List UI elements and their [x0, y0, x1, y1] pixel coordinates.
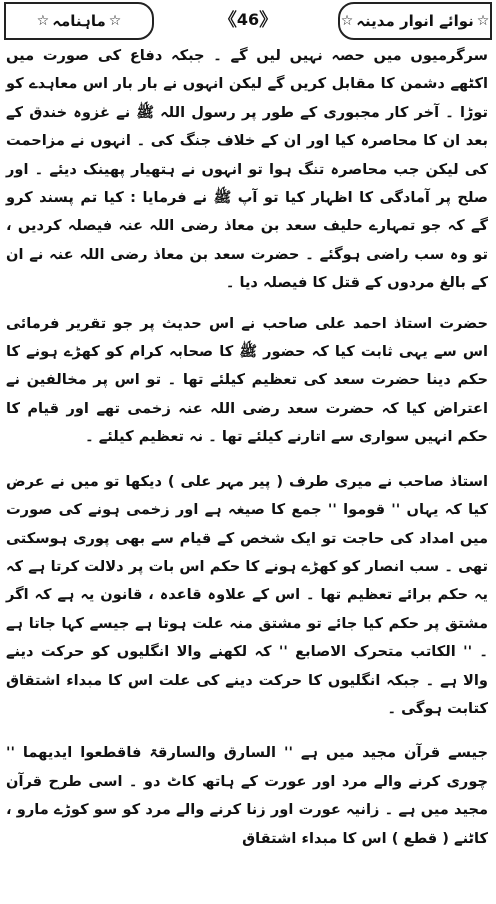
article-body — [0, 42, 496, 853]
star-icon: ☆ — [36, 13, 50, 29]
paragraph-1: سرگرمیوں میں حصہ نہیں لیں گے ۔ جبکہ دفاع کی صورت میں اکٹھے دشمن کا مقابل کریں گے لیکن انہوں نے بار بار اس معاہدے کو توڑا ۔ آخر کار مجبوری کے طور پر رسول اللہ ﷺ نے غزوہ خندق کے بعد ان کا محاصرہ کیا اور ان کے خلاف جنگ کی ۔ انہوں نے مزاحمت کی لیکن جب محاصرہ تنگ ہوا تو انہوں نے ہتھیار پھینک دیئے ۔ اور صلح پر آمادگی کا اظہار کیا تو آپ ﷺ نے فرمایا : کیا تم پسند کرو گے کہ جو تمہارے حلیف سعد بن معاذ رضی اللہ عنہ فیصلہ کردیں ، تو وہ سب راضی ہوگئے ۔ حضرت سعد بن معاذ رضی اللہ عنہ نے ان کے بالغ مردوں کے قتل کا فیصلہ دیا ۔ — [6, 47, 488, 292]
bracket-left: 《 — [218, 10, 237, 31]
star-icon: ☆ — [476, 13, 490, 29]
page-header — [0, 0, 496, 42]
paragraph-4: جیسے قرآن مجید میں ہے '' السارق والسارقۃ فاقطعوا ایدیھما '' چوری کرنے والے مرد اور عورت کے ہاتھ کاٹ دو ۔ اسی طرح قرآن مجید میں ہے ۔ زانیہ عورت اور زنا کرنے والے مرد کو سو کوڑے مارو ، کاٹنے ( قطع ) اس کا مبداء اشتقاق — [6, 744, 488, 847]
header-magazine-box — [4, 2, 154, 40]
page-number-value: 46 — [236, 9, 260, 29]
paragraph-3: استاذ صاحب نے میری طرف ( پیر مہر علی ) دیکھا تو میں نے عرض کیا کہ یہاں '' قوموا '' جمع کا صیغہ ہے اور زخمی ہونے کی صورت میں امداد کی حاجت تو ایک شخص کے قیام سے بھی پوری ہوسکتی تھی ۔ سب انصار کو کھڑے ہونے کا حکم اس بات پر دلالت کرتا ہے کہ یہ حکم برائے تعظیم تھا ۔ اس کے علاوہ قاعدہ ، قانون یہ ہے کہ اگر مشتق پر حکم کیا جائے تو مشتق منہ علت ہوتا ہے جیسے کہا جاتا ہے ۔ '' الکاتب متحرک الاصابع '' کہ لکھنے والا انگلیوں کو حرکت دینے والا ہے ۔ جبکہ انگلیوں کا حرکت دینے کی علت اس کا مبداء اشتقاق کتابت ہوگی ۔ — [6, 472, 488, 717]
header-title-box — [338, 2, 492, 40]
bracket-right: 》 — [259, 10, 278, 31]
star-icon: ☆ — [108, 13, 122, 29]
header-title-label: نوائے انوار مدینہ — [356, 12, 474, 30]
star-icon: ☆ — [340, 13, 354, 29]
page-number — [218, 6, 278, 32]
header-magazine-label: ماہنامہ — [52, 12, 106, 30]
paragraph-2: حضرت استاذ احمد علی صاحب نے اس حدیث پر جو تقریر فرمائی اس سے یہی ثابت کیا کہ حضور ﷺ کا صحابہ کرام کو کھڑے ہونے کا حکم دینا حضرت سعد کی تعظیم کیلئے تھا ۔ تو اس پر مخالفین نے اعتراض کیا کہ حضرت سعد رضی اللہ عنہ زخمی تھے اور قیام کا حکم انہیں سواری سے اتارنے کیلئے تھا ۔ نہ تعظیم کیلئے ۔ — [6, 314, 488, 446]
